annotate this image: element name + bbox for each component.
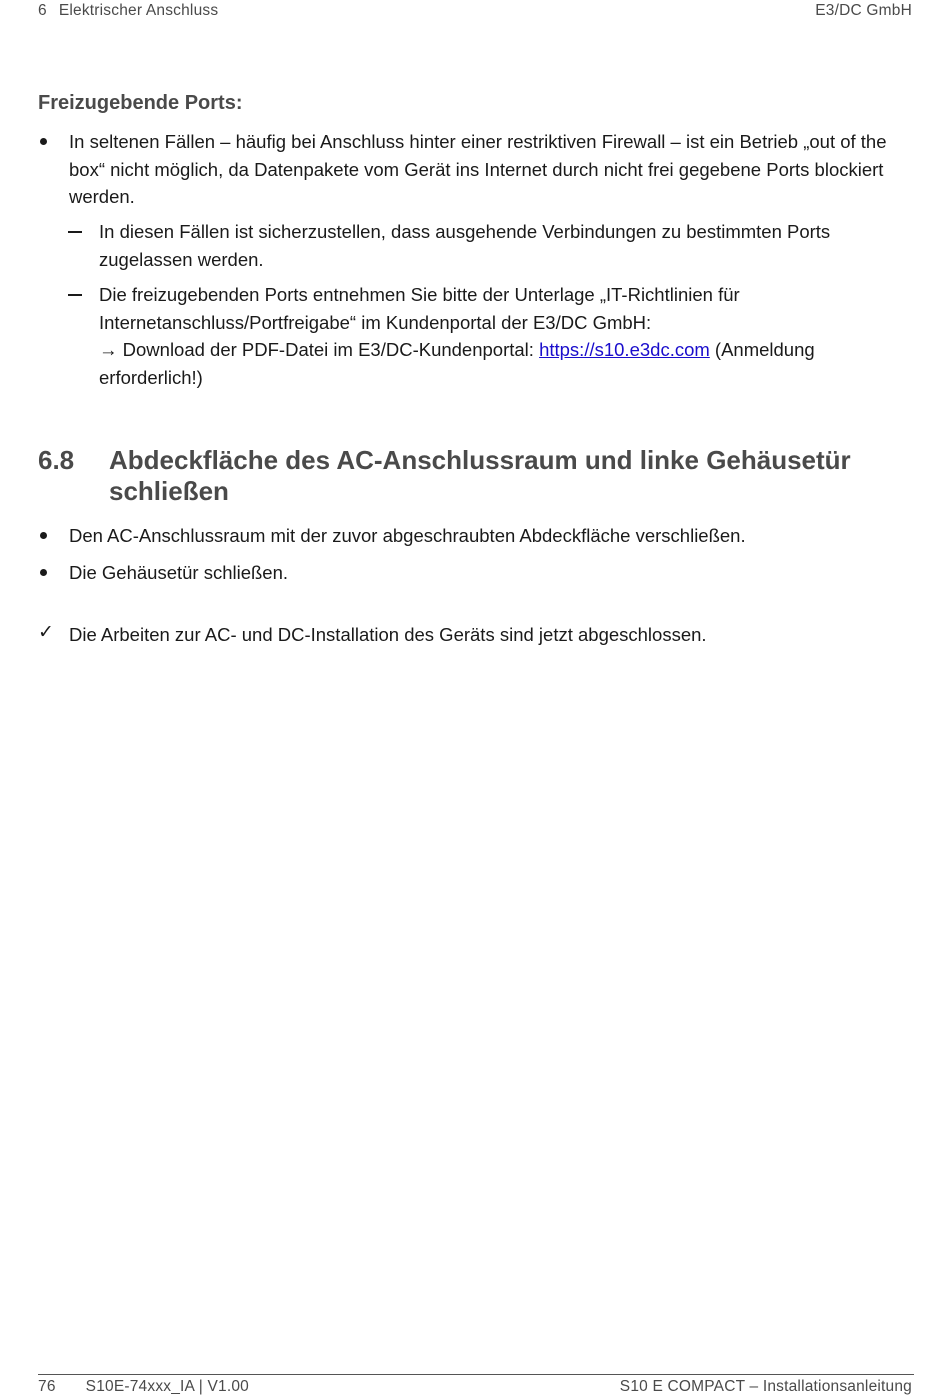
download-prefix: → Download der PDF-Datei im E3/DC-Kundenportal: [99,339,540,360]
list-item [38,559,908,587]
section-number: 6.8 [38,445,75,475]
result-item [38,621,908,649]
section-bullet-1: Den AC-Anschlussraum mit der zuvor abgeschraubten Abdeckfläche verschließen. [69,525,746,546]
ports-heading: Freizugebende Ports: [38,92,243,114]
ports-dash-2-text [99,281,908,391]
section-bullet-2: Die Gehäusetür schließen. [69,562,289,583]
ports-dash-2-line: Die freizugebenden Ports entnehmen Sie bitte der Unterlage „IT-Richtlinien für Internetanschluss/Portfreigabe“ im Kundenportal der E3/DC GmbH: [99,284,740,333]
portal-link[interactable]: https://s10.e3dc.com [539,339,710,360]
list-item [38,522,908,550]
list-item [68,281,908,391]
doc-id: S10E-74xxx_IA | V1.00 [85,1378,249,1395]
header-chapter-title: Elektrischer Anschluss [58,2,219,19]
result-text: Die Arbeiten zur AC- und DC-Installation des Geräts sind jetzt abgeschlossen. [69,624,707,645]
ports-dash-1-text: In diesen Fällen ist sicherzustellen, dass ausgehende Verbindungen zu bestimmten Ports zugelassen werden. [99,221,831,270]
page-number: 76 [38,1378,56,1395]
footer-left [38,1378,249,1396]
checkmark-icon: ✓ [38,621,54,643]
header-chapter-number: 6 [38,2,47,19]
download-suffix: (Anmeldung erforderlich!) [99,339,815,388]
list-item [38,128,908,211]
footer-divider [38,1374,914,1375]
page-header [38,2,912,22]
header-company: E3/DC GmbH [815,2,912,19]
section-title: Abdeckfläche des AC-Anschlussraum und linke Gehäusetür schließen [109,445,851,506]
header-chapter [38,2,218,20]
section-heading [38,445,908,507]
dash-icon [68,231,82,233]
list-item [68,218,908,273]
doc-title: S10 E COMPACT – Installationsanleitung [619,1378,912,1395]
dash-icon [68,294,82,296]
ports-bullet-text: In seltenen Fällen – häufig bei Anschluss hinter einer restriktiven Firewall – ist ein Betrieb „out of the box“ nicht möglich, da Datenpakete vom Gerät ins Internet durch nicht frei gegebene Ports blockiert werden. [69,131,887,207]
